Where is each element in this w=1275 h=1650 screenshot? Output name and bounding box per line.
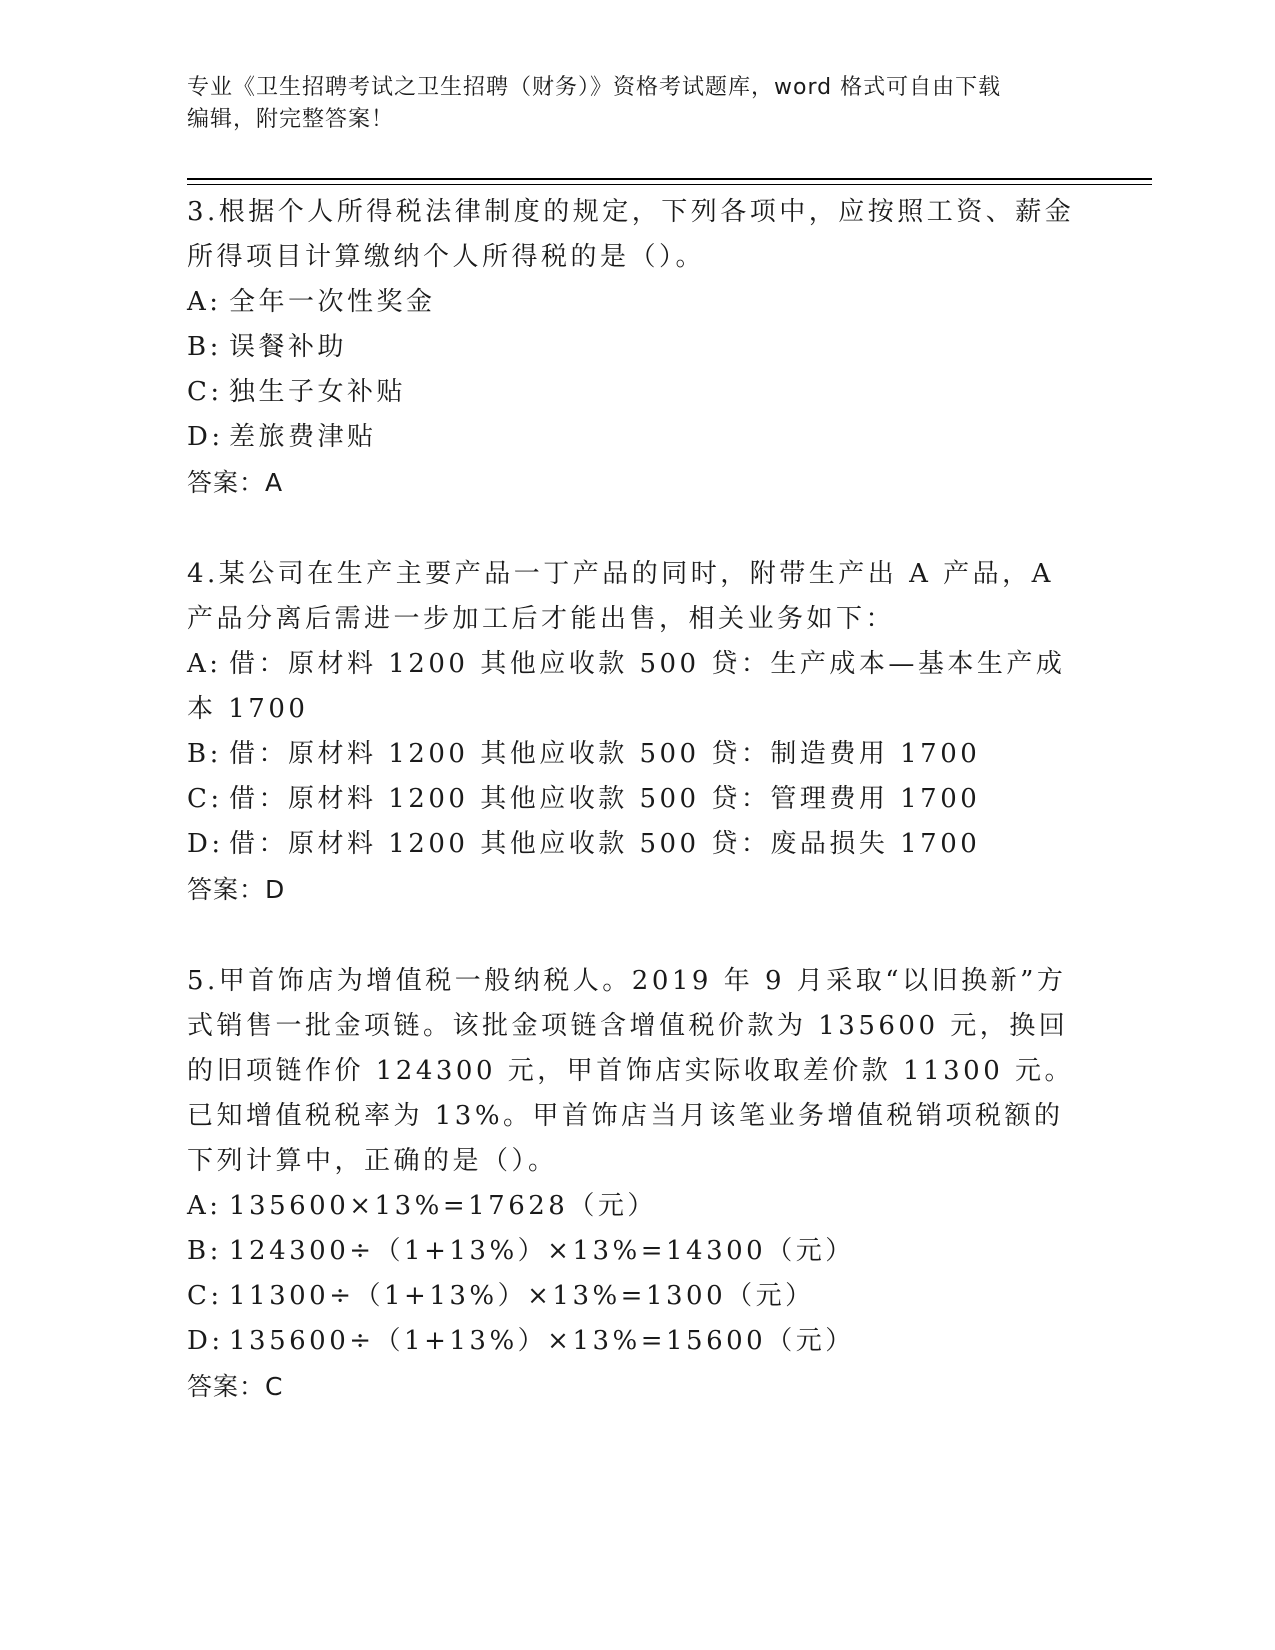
option-label: D: [187,1326,224,1356]
question-list [187,190,1087,1409]
option-b [187,732,1087,777]
question-4 [187,552,1087,912]
option-d [187,415,1087,460]
option-text: 借：原材料 1200 其他应收款 500 贷：制造费用 1700 [229,739,981,769]
option-text: 借：原材料 1200 其他应收款 500 贷：生产成本—基本生产成本 1700 [187,649,1066,724]
option-label: B: [187,739,222,769]
answer: 答案：A [187,468,284,497]
option-a [187,1184,1087,1229]
question-text: 5.甲首饰店为增值税一般纳税人。2019 年 9 月采取“以旧换新”方式销售一批金项链。该批金项链含增值税价款为 135600 元，换回的旧项链作价 124300 元，甲首饰店实际收取差价款 11300 元。已知增值税税率为 13%。甲首饰店当月该笔业务增值税销项税额的下列计算中，正确的是（）。 [187,966,1075,1176]
option-label: B: [187,1236,222,1266]
question-5 [187,959,1087,1409]
question-text: 3.根据个人所得税法律制度的规定，下列各项中，应按照工资、薪金所得项目计算缴纳个人所得税的是（）。 [187,197,1075,272]
option-label: C: [187,1281,223,1311]
option-c [187,777,1087,822]
option-label: C: [187,377,223,407]
option-d [187,822,1087,867]
question-spacer [187,912,1087,959]
option-text: 独生子女补贴 [229,377,407,407]
option-a [187,642,1087,732]
option-text: 11300÷（1+13%）×13%=1300（元） [229,1281,815,1311]
option-text: 差旅费津贴 [229,422,377,452]
option-label: C: [187,784,223,814]
option-b [187,325,1087,370]
option-label: A: [187,287,222,317]
question-text: 4.某公司在生产主要产品一丁产品的同时，附带生产出 A 产品，A 产品分离后需进一步加工后才能出售，相关业务如下： [187,559,1054,634]
option-text: 全年一次性奖金 [229,287,436,317]
document-header [187,72,1067,136]
option-text: 误餐补助 [229,332,348,362]
option-a [187,280,1087,325]
header-line-2: 编辑，附完整答案！ [187,107,395,132]
option-label: B: [187,332,222,362]
header-divider-thick [187,178,1152,180]
option-d [187,1319,1087,1364]
option-label: D: [187,829,224,859]
option-text: 135600÷（1+13%）×13%=15600（元） [229,1326,855,1356]
option-b [187,1229,1087,1274]
option-text: 借：原材料 1200 其他应收款 500 贷：废品损失 1700 [229,829,981,859]
question-spacer [187,505,1087,552]
answer: 答案：C [187,1372,284,1401]
option-label: A: [187,1191,222,1221]
option-c [187,1274,1087,1319]
answer: 答案：D [187,875,286,904]
option-label: D: [187,422,224,452]
header-divider-thin [187,184,1152,185]
header-line-1: 专业《卫生招聘考试之卫生招聘（财务）》资格考试题库，word 格式可自由下载 [187,75,1002,100]
option-text: 124300÷（1+13%）×13%=14300（元） [229,1236,855,1266]
option-c [187,370,1087,415]
option-text: 135600×13%=17628（元） [229,1191,657,1221]
option-label: A: [187,649,222,679]
question-3 [187,190,1087,505]
option-text: 借：原材料 1200 其他应收款 500 贷：管理费用 1700 [229,784,981,814]
